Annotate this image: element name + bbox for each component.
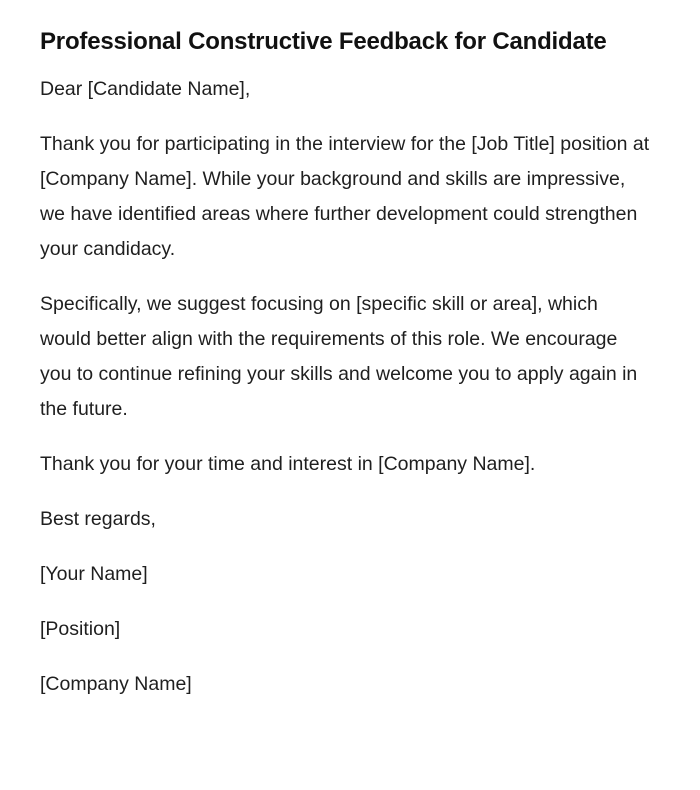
- signature-name: [Your Name]: [40, 563, 148, 585]
- closing: Best regards,: [40, 508, 156, 530]
- body-paragraph-3: Thank you for your time and interest in [Company Name].: [40, 453, 536, 475]
- body-paragraph-2: Specifically, we suggest focusing on [specific skill or area], which would better align with the requirements of this role. We encourage you to continue refining your skills and welcome you to apply again in the future.: [40, 293, 638, 420]
- salutation: Dear [Candidate Name],: [40, 78, 251, 100]
- body-paragraph-1: Thank you for participating in the interview for the [Job Title] position at [Company Name]. While your background and skills are impressive, we have identified areas where further development could strengthen your candidacy.: [40, 133, 650, 260]
- signature-company: [Company Name]: [40, 673, 192, 695]
- letter-title: Professional Constructive Feedback for Candidate: [40, 28, 607, 55]
- signature-position: [Position]: [40, 618, 121, 640]
